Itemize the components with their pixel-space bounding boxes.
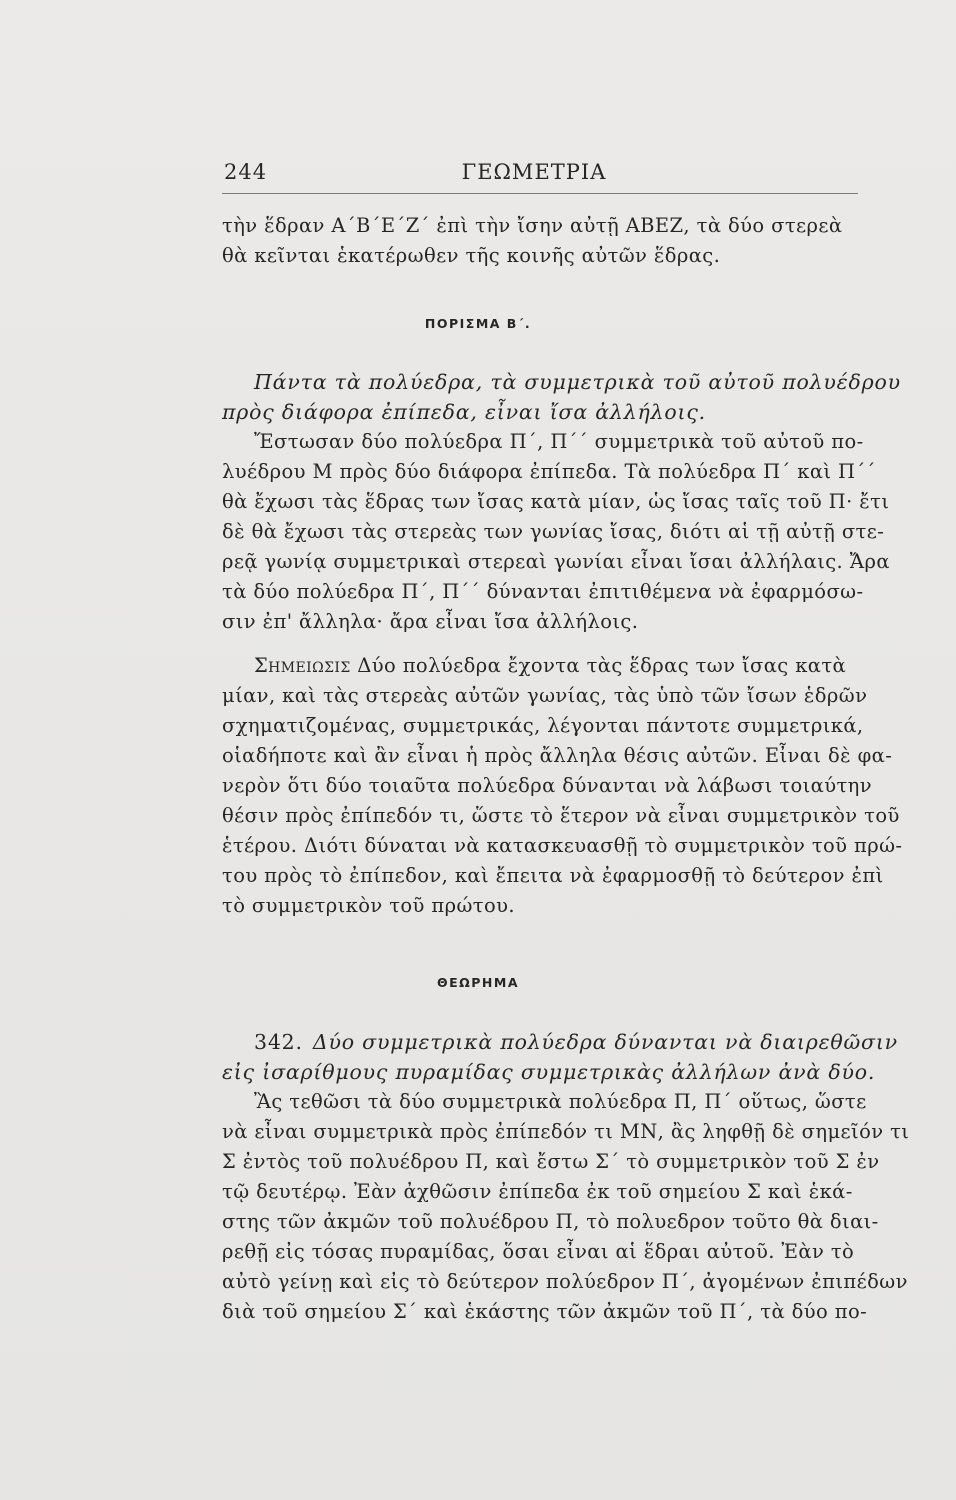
page-number: 244: [224, 160, 268, 184]
page-header: [224, 160, 856, 188]
text-line: τὸ συμμετρικὸν τοῦ πρώτου.: [222, 894, 515, 917]
text-line: του πρὸς τὸ ἐπίπεδον, καὶ ἔπειτα νὰ ἐφαρμοσθῇ τὸ δεύτερον ἐπὶ: [222, 864, 884, 887]
text-line: Πάντα τὰ πολύεδρα, τὰ συμμετρικὰ τοῦ αὐτοῦ πολυέδρου: [254, 370, 901, 394]
text-line: στης τῶν ἀκμῶν τοῦ πολυέδρου Π, τὸ πολυεδρον τοῦτο θὰ διαι-: [222, 1210, 879, 1233]
intro-paragraph: [222, 211, 864, 271]
text-line: Σ ἐντὸς τοῦ πολυέδρου Π, καὶ ἔστω Σ΄ τὸ συμμετρικὸν τοῦ Σ ἐν: [222, 1150, 880, 1173]
text-line: νὰ εἶναι συμμετρικὰ πρὸς ἐπίπεδόν τι ΜΝ, ἂς ληφθῇ δὲ σημεῖόν τι: [222, 1120, 910, 1143]
corollary-proof: [222, 427, 890, 637]
theorem-number: 342.: [254, 1030, 303, 1054]
text-line: τῷ δευτέρῳ. Ἐὰν ἀχθῶσιν ἐπίπεδα ἐκ τοῦ σημείου Σ καὶ ἑκά-: [222, 1180, 853, 1203]
text-line: σιν ἐπ' ἄλληλα· ἄρα εἶναι ἴσα ἀλλήλοις.: [222, 610, 639, 633]
note-label: Σημειωσις: [254, 654, 351, 677]
text-line: σχηματιζομένας, συμμετρικάς, λέγονται πάντοτε συμμετρικά,: [222, 714, 864, 737]
corollary-note: [222, 651, 903, 921]
text-line: οἱαδήποτε καὶ ἂν εἶναι ἡ πρὸς ἄλληλα θέσις αὐτῶν. Εἶναι δὲ φα-: [222, 744, 893, 767]
text-line: ἑτέρου. Διότι δύναται νὰ κατασκευασθῇ τὸ συμμετρικὸν τοῦ πρώ-: [222, 834, 903, 857]
text-line: ρεᾷ γωνίᾳ συμμετρικαὶ στερεαὶ γωνίαι εἶναι ἴσαι ἀλλήλαις. Ἄρα: [222, 550, 890, 573]
text-line: μίαν, καὶ τὰς στερεὰς αὐτῶν γωνίας, τὰς ὑπὸ τῶν ἴσων ἑδρῶν: [222, 684, 868, 707]
text-line: Ἂς τεθῶσι τὰ δύο συμμετρικὰ πολύεδρα Π, Π΄ οὕτως, ὥστε: [254, 1090, 867, 1113]
text-line: θέσιν πρὸς ἐπίπεδόν τι, ὥστε τὸ ἕτερον νὰ εἶναι συμμετρικὸν τοῦ: [222, 804, 900, 827]
text-line: αὐτὸ γείνῃ καὶ εἰς τὸ δεύτερον πολύεδρον Π΄, ἀγομένων ἐπιπέδων: [222, 1270, 908, 1293]
running-title: ΓΕΩΜΕΤΡΙΑ: [461, 160, 607, 184]
text-line: λυέδρου Μ πρὸς δύο διάφορα ἐπίπεδα. Τὰ πολύεδρα Π΄ καὶ Π΄΄: [222, 460, 876, 483]
text-line: Σημειωσις Δύο πολύεδρα ἔχοντα τὰς ἕδρας των ἴσας κατὰ: [254, 654, 847, 677]
theorem-statement: [222, 1027, 898, 1087]
text-line: τὰ δύο πολύεδρα Π΄, Π΄΄ δύνανται ἐπιτιθέμενα νὰ ἐφαρμόσω-: [222, 580, 864, 603]
text-line: δὲ θὰ ἔχωσι τὰς στερεὰς των γωνίας ἴσας, διότι αἱ τῇ αὐτῇ στε-: [222, 520, 885, 543]
text-line: θὰ κεῖνται ἑκατέρωθεν τῆς κοινῆς αὐτῶν ἕδρας.: [222, 244, 721, 267]
corollary-statement: [222, 367, 901, 427]
theorem-heading: ΘΕΩΡΗΜΑ: [436, 975, 520, 990]
text-line: διὰ τοῦ σημείου Σ΄ καὶ ἑκάστης τῶν ἀκμῶν τοῦ Π΄, τὰ δύο πο-: [222, 1300, 868, 1323]
corollary-heading: ΠΟΡΙΣΜΑ Β΄.: [424, 316, 532, 331]
header-rule: [222, 193, 858, 194]
text-line: ρεθῇ εἰς τόσας πυραμίδας, ὅσαι εἶναι αἱ ἕδραι αὐτοῦ. Ἐὰν τὸ: [222, 1240, 855, 1263]
text-line: τὴν ἕδραν Α΄Β΄Ε΄Ζ΄ ἐπὶ τὴν ἴσην αὐτῇ ΑΒΕΖ, τὰ δύο στερεὰ: [222, 214, 843, 237]
text-line: εἰς ἰσαρίθμους πυραμίδας συμμετρικὰς ἀλλήλων ἀνὰ δύο.: [222, 1060, 876, 1084]
theorem-proof: [222, 1087, 910, 1327]
text-line: νερὸν ὅτι δύο τοιαῦτα πολύεδρα δύνανται νὰ λάβωσι τοιαύτην: [222, 774, 872, 797]
text-line: Ἔστωσαν δύο πολύεδρα Π΄, Π΄΄ συμμετρικὰ τοῦ αὐτοῦ πο-: [254, 430, 864, 453]
text-line: θὰ ἔχωσι τὰς ἕδρας των ἴσας κατὰ μίαν, ὡς ἴσας ταῖς τοῦ Π· ἔτι: [222, 490, 890, 513]
text-line: 342. Δύο συμμετρικὰ πολύεδρα δύνανται νὰ διαιρεθῶσιν: [254, 1030, 898, 1054]
text-line: πρὸς διάφορα ἐπίπεδα, εἶναι ἴσα ἀλλήλοις.: [222, 400, 706, 424]
